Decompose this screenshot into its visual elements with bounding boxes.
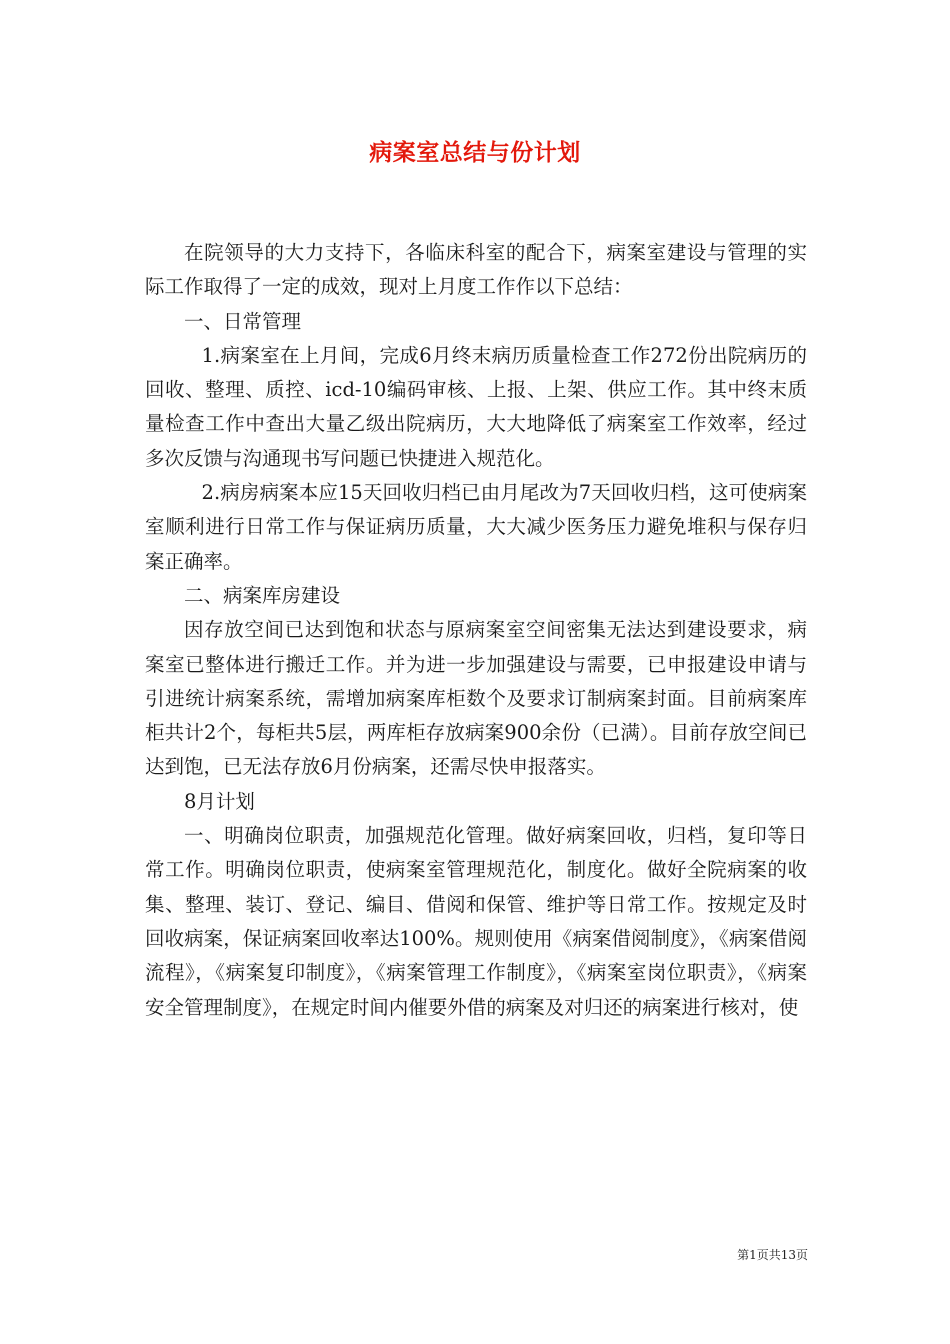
section-heading-archive-construction: 二、病案库房建设 xyxy=(184,583,341,607)
document-body xyxy=(145,236,807,1025)
document-title: 病案室总结与份计划 xyxy=(369,139,581,166)
paragraph: 一、明确岗位职责，加强规范化管理。做好病案回收，归档，复印等日常工作。明确岗位职责，使病案室管理规范化，制度化。做好全院病案的收集、整理、装订、登记、编目、借阅和保管、维护等日常工作。按规定及时回收病案，保证病案回收率达100%。规则使用《病案借阅制度》，《病案借阅流程》，《病案复印制度》，《病案管理工作制度》，《病案室岗位职责》，《病案安全管理制度》，在规定时间内催要外借的病案及对归还的病案进行核对，使 xyxy=(145,824,807,1019)
paragraph: 在院领导的大力支持下，各临床科室的配合下，病案室建设与管理的实际工作取得了一定的成效，现对上月度工作作以下总结： xyxy=(145,241,807,299)
section-heading-august-plan: 8月计划 xyxy=(184,789,255,813)
page-number: 第1页共13页 xyxy=(737,1248,808,1262)
paragraph-item-2: 2.病房病案本应15天回收归档已由月尾改为7天回收归档，这可使病案室顺利进行日常工作与保证病历质量，大大减少医务压力避免堆积与保存归案正确率。 xyxy=(145,481,807,573)
paragraph-item-1: 1.病案室在上月间，完成6月终末病历质量检查工作272份出院病历的回收、整理、质控、icd-10编码审核、上报、上架、供应工作。其中终末质量检查工作中查出大量乙级出院病历，大大地降低了病案室工作效率，经过多次反馈与沟通现书写问题已快捷进入规范化。 xyxy=(145,343,807,470)
section-heading-daily-management: 一、日常管理 xyxy=(184,309,302,333)
paragraph: 因存放空间已达到饱和状态与原病案室空间密集无法达到建设要求，病案室已整体进行搬迁工作。并为进一步加强建设与需要，已申报建设申请与引进统计病案系统，需增加病案库柜数个及要求订制病案封面。目前病案库柜共计2个，每柜共5层，两库柜存放病案900余份（已满）。目前存放空间已达到饱，已无法存放6月份病案，还需尽快申报落实。 xyxy=(145,618,807,779)
